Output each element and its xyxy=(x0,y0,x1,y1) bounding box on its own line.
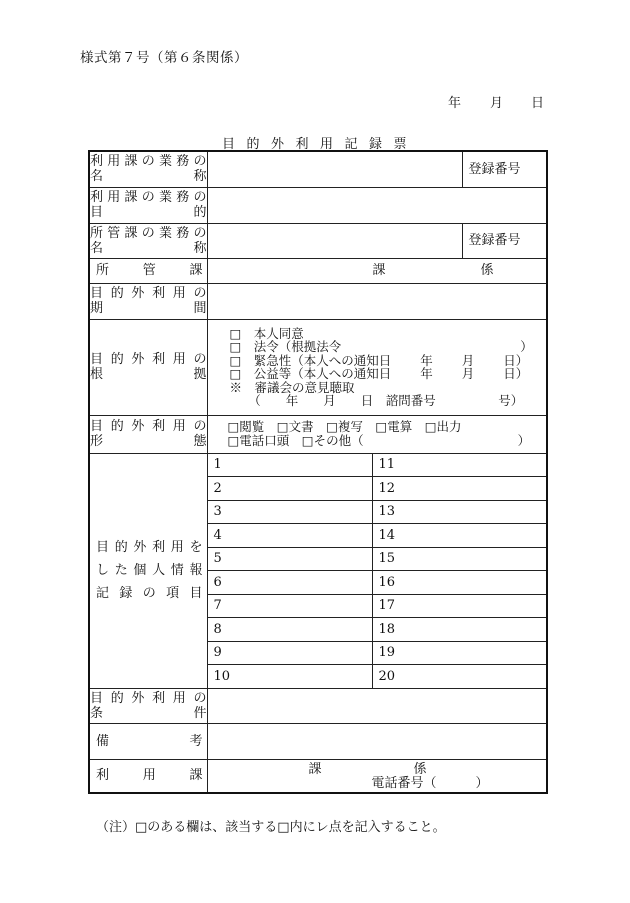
row-managing-dept-name xyxy=(89,223,547,258)
item-cell-17[interactable]: 17 xyxy=(372,594,547,617)
row-period xyxy=(89,283,547,319)
basis-consent-option[interactable]: □ 本人同意 xyxy=(229,325,304,341)
row-managing-dept xyxy=(89,258,547,283)
item-cell-19[interactable]: 19 xyxy=(372,641,547,664)
user-ka-label: 課 xyxy=(308,761,322,777)
basis-council-note: ※ 審議会の意見聴取 xyxy=(229,379,355,395)
row-conditions xyxy=(89,688,547,723)
label-period: 目的外利用の 期 間 xyxy=(89,283,207,319)
item-cell-12[interactable]: 12 xyxy=(372,476,547,500)
label-conditions: 目的外利用の 条 件 xyxy=(89,688,207,723)
footnote: （注）□のある欄は、該当する□内にレ点を記入すること。 xyxy=(96,820,446,835)
row-user-dept-name xyxy=(89,151,547,187)
basis-law-option[interactable]: □ 法令（根拠法令 ） xyxy=(229,339,533,354)
basis-council-date: （ 年 月 日 諮問番号 号） xyxy=(229,393,524,408)
item-cell-13[interactable]: 13 xyxy=(372,500,547,523)
item-cell-10[interactable]: 10 xyxy=(207,664,372,688)
phone-number-label: 電話番号（ ） xyxy=(371,775,489,791)
row-user-dept-purpose xyxy=(89,187,547,223)
item-cell-14[interactable]: 14 xyxy=(372,523,547,547)
record-form-table xyxy=(88,150,548,794)
row-use-form xyxy=(89,415,547,453)
field-basis[interactable] xyxy=(207,319,547,415)
section-ka-label: 課 xyxy=(372,263,386,278)
item-cell-18[interactable]: 18 xyxy=(372,617,547,641)
row-basis xyxy=(89,319,547,415)
item-cell-6[interactable]: 6 xyxy=(207,570,372,594)
label-managing-dept: 所 管 課 xyxy=(89,258,207,283)
label-user-dept-purpose: 利用課の業務の 目 的 xyxy=(89,187,207,223)
item-cell-9[interactable]: 9 xyxy=(207,641,372,664)
item-cell-20[interactable]: 20 xyxy=(372,664,547,688)
item-row xyxy=(89,453,547,476)
field-remarks[interactable] xyxy=(207,723,547,759)
label-user-dept: 利 用 課 xyxy=(89,759,207,793)
use-form-options-line1[interactable]: □閲覧 □文書 □複写 □電算 □出力 xyxy=(227,419,462,434)
field-conditions[interactable] xyxy=(207,688,547,723)
field-user-dept[interactable] xyxy=(207,759,547,793)
item-cell-15[interactable]: 15 xyxy=(372,547,547,570)
item-cell-2[interactable]: 2 xyxy=(207,476,372,500)
field-period[interactable] xyxy=(207,283,547,319)
item-cell-16[interactable]: 16 xyxy=(372,570,547,594)
field-user-dept-purpose[interactable] xyxy=(207,187,547,223)
use-form-options-line2[interactable]: □電話口頭 □その他（ ） xyxy=(227,433,531,448)
form-number-label: 様式第７号（第６条関係） xyxy=(80,50,248,66)
item-cell-1[interactable]: 1 xyxy=(207,453,372,476)
user-kakari-label: 係 xyxy=(413,761,427,777)
basis-urgency-option[interactable]: □ 緊急性（本人への通知日 年 月 日） xyxy=(229,352,529,368)
date-year-label: 年 xyxy=(448,96,462,111)
label-user-dept-name: 利用課の業務の 名 称 xyxy=(89,151,207,187)
basis-public-interest-option[interactable]: □ 公益等（本人への通知日 年 月 日） xyxy=(229,366,529,381)
row-user-dept xyxy=(89,759,547,793)
field-managing-dept[interactable] xyxy=(207,258,547,283)
item-cell-5[interactable]: 5 xyxy=(207,547,372,570)
item-cell-8[interactable]: 8 xyxy=(207,617,372,641)
label-registration-no: 登録番号 xyxy=(462,151,547,187)
label-registration-no-2: 登録番号 xyxy=(462,223,547,258)
item-cell-11[interactable]: 11 xyxy=(372,453,547,476)
item-cell-7[interactable]: 7 xyxy=(207,594,372,617)
date-day-label: 日 xyxy=(531,96,545,111)
section-kakari-label: 係 xyxy=(480,263,494,278)
row-remarks xyxy=(89,723,547,759)
label-remarks: 備 考 xyxy=(89,723,207,759)
item-cell-4[interactable]: 4 xyxy=(207,523,372,547)
field-use-form[interactable] xyxy=(207,415,547,453)
label-use-form: 目的外利用の 形 態 xyxy=(89,415,207,453)
label-managing-dept-name: 所管課の業務の 名 称 xyxy=(89,223,207,258)
date-month-label: 月 xyxy=(490,96,504,111)
label-items: 目 的 外 利 用 を し た 個 人 情 報 記 録 の 項 目 xyxy=(89,453,207,688)
field-user-dept-name[interactable] xyxy=(207,151,462,187)
item-cell-3[interactable]: 3 xyxy=(207,500,372,523)
label-basis: 目的外利用の 根 拠 xyxy=(89,319,207,415)
field-managing-dept-name[interactable] xyxy=(207,223,462,258)
form-title: 目的外利用記録票 xyxy=(222,137,419,152)
